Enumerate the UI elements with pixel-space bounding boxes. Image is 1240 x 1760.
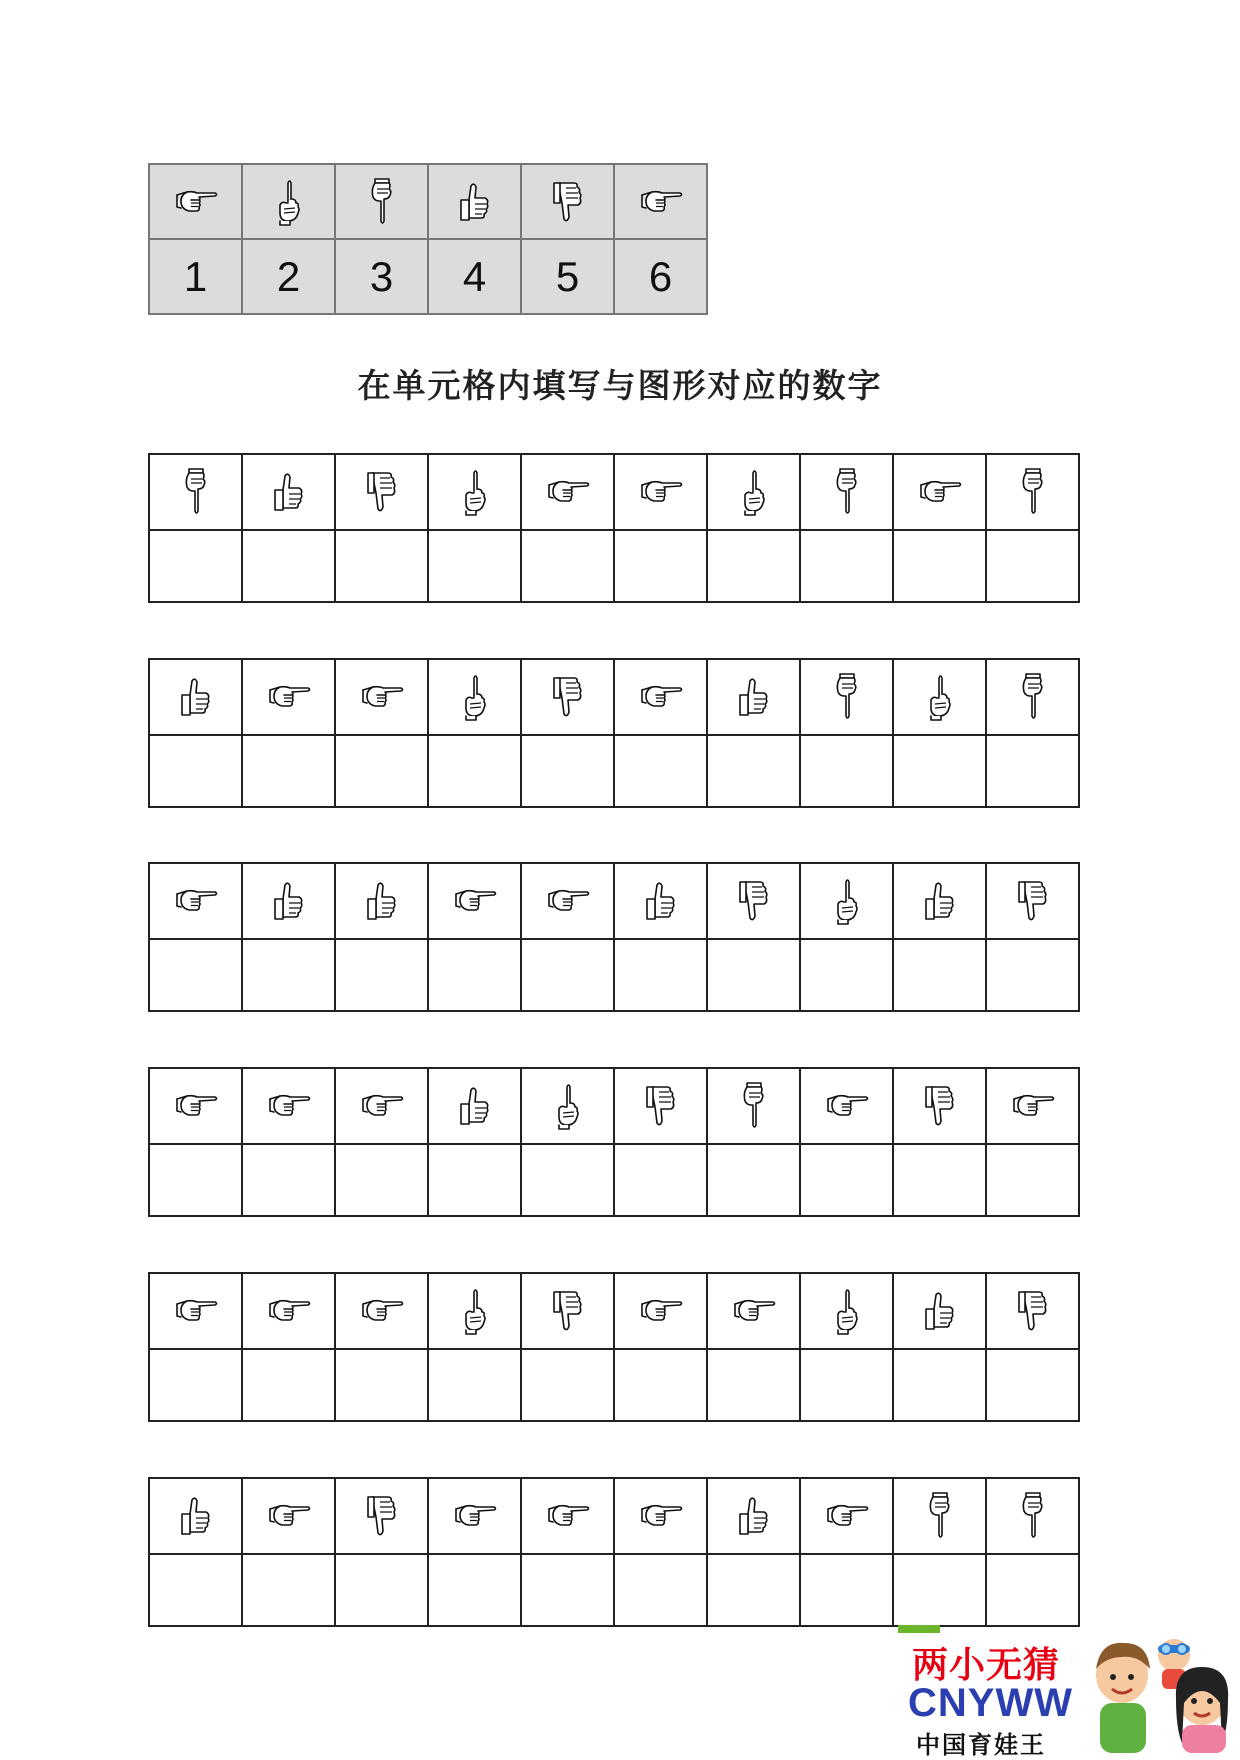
point-down-icon — [1018, 672, 1048, 722]
key-table — [148, 163, 708, 315]
practice-icon-cell — [149, 454, 242, 530]
answer-cell[interactable] — [521, 1554, 614, 1626]
answer-cell[interactable] — [335, 1144, 428, 1216]
answer-cell[interactable] — [521, 1349, 614, 1421]
key-icon-cell — [335, 164, 428, 239]
practice-icon-cell — [800, 659, 893, 735]
answer-cell[interactable] — [707, 939, 800, 1011]
practice-icon-cell — [614, 659, 707, 735]
answer-cell[interactable] — [149, 530, 242, 602]
thumbs-up-icon — [364, 879, 400, 923]
answer-cell[interactable] — [800, 1144, 893, 1216]
answer-cell[interactable] — [800, 735, 893, 807]
practice-icon-cell — [149, 659, 242, 735]
point-right-icon — [266, 1296, 312, 1326]
practice-icon-cell — [986, 863, 1079, 939]
answer-cell[interactable] — [149, 735, 242, 807]
answer-cell[interactable] — [893, 1349, 986, 1421]
practice-icon-cell — [521, 659, 614, 735]
logo-latin-name: CNYWW — [908, 1681, 1073, 1725]
point-up-icon — [739, 467, 769, 517]
answer-cell[interactable] — [521, 530, 614, 602]
answer-cell[interactable] — [428, 530, 521, 602]
thumbs-up-icon — [922, 1289, 958, 1333]
practice-icon-cell — [986, 1478, 1079, 1554]
point-right-icon — [731, 1296, 777, 1326]
thumbs-up-icon — [922, 879, 958, 923]
practice-icon-cell — [242, 659, 335, 735]
key-icon-row — [149, 164, 707, 239]
practice-icon-cell — [893, 1273, 986, 1349]
thumbs-down-icon — [550, 674, 586, 720]
answer-cell[interactable] — [428, 1144, 521, 1216]
practice-answer-row — [149, 530, 1079, 602]
answer-cell[interactable] — [242, 1349, 335, 1421]
point-right-icon — [545, 477, 591, 507]
point-down-icon — [925, 1491, 955, 1541]
answer-cell[interactable] — [335, 735, 428, 807]
point-right-icon — [173, 1091, 219, 1121]
point-up-icon — [460, 1286, 490, 1336]
answer-cell[interactable] — [986, 1349, 1079, 1421]
answer-cell[interactable] — [986, 530, 1079, 602]
point-up-icon — [460, 467, 490, 517]
practice-icon-cell — [614, 1068, 707, 1144]
point-right-icon — [917, 477, 963, 507]
practice-icon-cell — [986, 1273, 1079, 1349]
thumbs-down-icon — [550, 1288, 586, 1334]
practice-icon-cell — [800, 1478, 893, 1554]
practice-icon-cell — [800, 863, 893, 939]
answer-cell[interactable] — [428, 939, 521, 1011]
practice-icon-cell — [986, 659, 1079, 735]
point-right-icon — [638, 477, 684, 507]
practice-icon-row — [149, 863, 1079, 939]
practice-icon-cell — [335, 1273, 428, 1349]
key-number: 6 — [614, 239, 707, 314]
practice-icon-cell — [893, 1478, 986, 1554]
point-up-icon — [832, 1286, 862, 1336]
practice-icon-row — [149, 454, 1079, 530]
point-down-icon — [1018, 467, 1048, 517]
practice-icon-cell — [242, 1068, 335, 1144]
practice-icon-cell — [242, 1478, 335, 1554]
answer-cell[interactable] — [335, 1554, 428, 1626]
practice-grid — [148, 658, 1080, 808]
practice-grid — [148, 1272, 1080, 1422]
point-right-icon — [545, 886, 591, 916]
answer-cell[interactable] — [149, 1349, 242, 1421]
answer-cell[interactable] — [335, 530, 428, 602]
point-right-icon — [824, 1501, 870, 1531]
point-right-icon — [545, 1501, 591, 1531]
answer-cell[interactable] — [614, 530, 707, 602]
answer-cell[interactable] — [893, 939, 986, 1011]
practice-icon-cell — [800, 1273, 893, 1349]
answer-cell[interactable] — [521, 939, 614, 1011]
point-right-icon — [1010, 1091, 1056, 1121]
point-right-icon — [266, 682, 312, 712]
practice-icon-cell — [893, 1068, 986, 1144]
practice-icon-cell — [614, 1273, 707, 1349]
point-right-icon — [173, 886, 219, 916]
answer-cell[interactable] — [614, 735, 707, 807]
point-right-icon — [638, 1296, 684, 1326]
point-right-icon — [173, 187, 219, 217]
instruction-heading: 在单元格内填写与图形对应的数字 — [357, 366, 883, 405]
practice-grid — [148, 862, 1080, 1012]
point-up-icon — [274, 177, 304, 227]
answer-cell[interactable] — [986, 1554, 1079, 1626]
thumbs-up-icon — [736, 675, 772, 719]
practice-icon-cell — [521, 1273, 614, 1349]
logo-accent-bar — [898, 1625, 940, 1633]
answer-cell[interactable] — [242, 735, 335, 807]
thumbs-down-icon — [364, 469, 400, 515]
point-right-icon — [824, 1091, 870, 1121]
practice-icon-cell — [986, 454, 1079, 530]
practice-icon-cell — [707, 863, 800, 939]
practice-icon-cell — [149, 863, 242, 939]
practice-icon-cell — [893, 454, 986, 530]
practice-icon-cell — [893, 659, 986, 735]
logo-tagline: 中国育娃王 — [916, 1731, 1046, 1759]
practice-answer-row — [149, 735, 1079, 807]
practice-icon-cell — [428, 863, 521, 939]
answer-cell[interactable] — [893, 735, 986, 807]
answer-cell[interactable] — [986, 735, 1079, 807]
answer-cell[interactable] — [707, 530, 800, 602]
practice-icon-cell — [428, 1273, 521, 1349]
practice-icon-cell — [242, 1273, 335, 1349]
point-right-icon — [359, 1091, 405, 1121]
answer-cell[interactable] — [893, 1144, 986, 1216]
point-right-icon — [638, 187, 684, 217]
answer-cell[interactable] — [335, 1349, 428, 1421]
thumbs-up-icon — [271, 470, 307, 514]
point-down-icon — [832, 467, 862, 517]
point-right-icon — [452, 886, 498, 916]
practice-icon-row — [149, 1273, 1079, 1349]
point-up-icon — [832, 876, 862, 926]
answer-cell[interactable] — [614, 1554, 707, 1626]
answer-cell[interactable] — [242, 939, 335, 1011]
practice-icon-cell — [335, 1068, 428, 1144]
practice-icon-cell — [707, 1478, 800, 1554]
point-up-icon — [925, 672, 955, 722]
logo-chinese-name: 两小无猜 — [912, 1645, 1061, 1686]
practice-icon-cell — [335, 863, 428, 939]
point-right-icon — [359, 1296, 405, 1326]
answer-cell[interactable] — [242, 1554, 335, 1626]
practice-grid — [148, 453, 1080, 603]
thumbs-up-icon — [457, 180, 493, 224]
answer-cell[interactable] — [428, 1349, 521, 1421]
answer-cell[interactable] — [614, 1144, 707, 1216]
thumbs-down-icon — [364, 1493, 400, 1539]
thumbs-up-icon — [271, 879, 307, 923]
practice-icon-cell — [335, 454, 428, 530]
answer-cell[interactable] — [707, 1349, 800, 1421]
answer-cell[interactable] — [707, 1554, 800, 1626]
key-number: 1 — [149, 239, 242, 314]
answer-cell[interactable] — [986, 939, 1079, 1011]
thumbs-up-icon — [178, 1494, 214, 1538]
practice-icon-cell — [707, 659, 800, 735]
practice-icon-cell — [614, 1478, 707, 1554]
key-number: 2 — [242, 239, 335, 314]
answer-cell[interactable] — [800, 1554, 893, 1626]
practice-grid — [148, 1067, 1080, 1217]
point-down-icon — [181, 467, 211, 517]
practice-icon-row — [149, 1478, 1079, 1554]
key-icon-cell — [428, 164, 521, 239]
answer-cell[interactable] — [800, 530, 893, 602]
practice-icon-cell — [800, 1068, 893, 1144]
practice-icon-cell — [335, 1478, 428, 1554]
point-down-icon — [367, 177, 397, 227]
key-number: 3 — [335, 239, 428, 314]
brand-logo — [898, 1625, 1240, 1759]
answer-cell[interactable] — [242, 530, 335, 602]
key-number: 4 — [428, 239, 521, 314]
practice-icon-cell — [614, 454, 707, 530]
practice-icon-cell — [521, 1068, 614, 1144]
answer-cell[interactable] — [149, 1144, 242, 1216]
practice-answer-row — [149, 939, 1079, 1011]
answer-cell[interactable] — [335, 939, 428, 1011]
answer-cell[interactable] — [893, 530, 986, 602]
thumbs-up-icon — [736, 1494, 772, 1538]
practice-icon-cell — [242, 454, 335, 530]
answer-cell[interactable] — [800, 1349, 893, 1421]
point-up-icon — [460, 672, 490, 722]
practice-icon-cell — [521, 863, 614, 939]
practice-icon-cell — [986, 1068, 1079, 1144]
point-down-icon — [832, 672, 862, 722]
answer-cell[interactable] — [707, 1144, 800, 1216]
practice-icon-cell — [428, 454, 521, 530]
answer-cell[interactable] — [614, 1349, 707, 1421]
practice-icon-cell — [521, 454, 614, 530]
key-number-row — [149, 239, 707, 314]
practice-icon-row — [149, 1068, 1079, 1144]
answer-cell[interactable] — [893, 1554, 986, 1626]
practice-icon-cell — [707, 1273, 800, 1349]
practice-icon-cell — [149, 1478, 242, 1554]
practice-icon-cell — [335, 659, 428, 735]
point-right-icon — [638, 1501, 684, 1531]
thumbs-up-icon — [643, 879, 679, 923]
point-down-icon — [739, 1081, 769, 1131]
answer-cell[interactable] — [800, 939, 893, 1011]
key-icon-cell — [614, 164, 707, 239]
key-icon-cell — [242, 164, 335, 239]
answer-cell[interactable] — [149, 1554, 242, 1626]
thumbs-down-icon — [643, 1083, 679, 1129]
practice-answer-row — [149, 1349, 1079, 1421]
answer-cell[interactable] — [242, 1144, 335, 1216]
thumbs-down-icon — [736, 878, 772, 924]
point-right-icon — [266, 1501, 312, 1531]
answer-cell[interactable] — [707, 735, 800, 807]
key-icon-cell — [149, 164, 242, 239]
practice-icon-cell — [707, 1068, 800, 1144]
practice-answer-row — [149, 1554, 1079, 1626]
answer-cell[interactable] — [521, 1144, 614, 1216]
practice-icon-cell — [242, 863, 335, 939]
practice-icon-cell — [800, 454, 893, 530]
point-right-icon — [452, 1501, 498, 1531]
practice-icon-cell — [893, 863, 986, 939]
key-number: 5 — [521, 239, 614, 314]
practice-icon-cell — [428, 1068, 521, 1144]
thumbs-up-icon — [457, 1084, 493, 1128]
point-down-icon — [1018, 1491, 1048, 1541]
answer-cell[interactable] — [986, 1144, 1079, 1216]
practice-icon-cell — [149, 1273, 242, 1349]
practice-grid — [148, 1477, 1080, 1627]
practice-icon-cell — [149, 1068, 242, 1144]
answer-cell[interactable] — [521, 735, 614, 807]
thumbs-down-icon — [550, 179, 586, 225]
practice-icon-cell — [707, 454, 800, 530]
answer-cell[interactable] — [428, 735, 521, 807]
thumbs-down-icon — [1015, 1288, 1051, 1334]
answer-cell[interactable] — [428, 1554, 521, 1626]
point-up-icon — [553, 1081, 583, 1131]
answer-cell[interactable] — [149, 939, 242, 1011]
answer-cell[interactable] — [614, 939, 707, 1011]
practice-icon-row — [149, 659, 1079, 735]
key-icon-cell — [521, 164, 614, 239]
cartoon-kids-illustration — [1082, 1633, 1238, 1753]
practice-icon-cell — [521, 1478, 614, 1554]
practice-icon-cell — [428, 1478, 521, 1554]
practice-answer-row — [149, 1144, 1079, 1216]
point-right-icon — [638, 682, 684, 712]
point-right-icon — [266, 1091, 312, 1121]
point-right-icon — [173, 1296, 219, 1326]
practice-icon-cell — [614, 863, 707, 939]
thumbs-down-icon — [922, 1083, 958, 1129]
thumbs-up-icon — [178, 675, 214, 719]
point-right-icon — [359, 682, 405, 712]
practice-icon-cell — [428, 659, 521, 735]
thumbs-down-icon — [1015, 878, 1051, 924]
